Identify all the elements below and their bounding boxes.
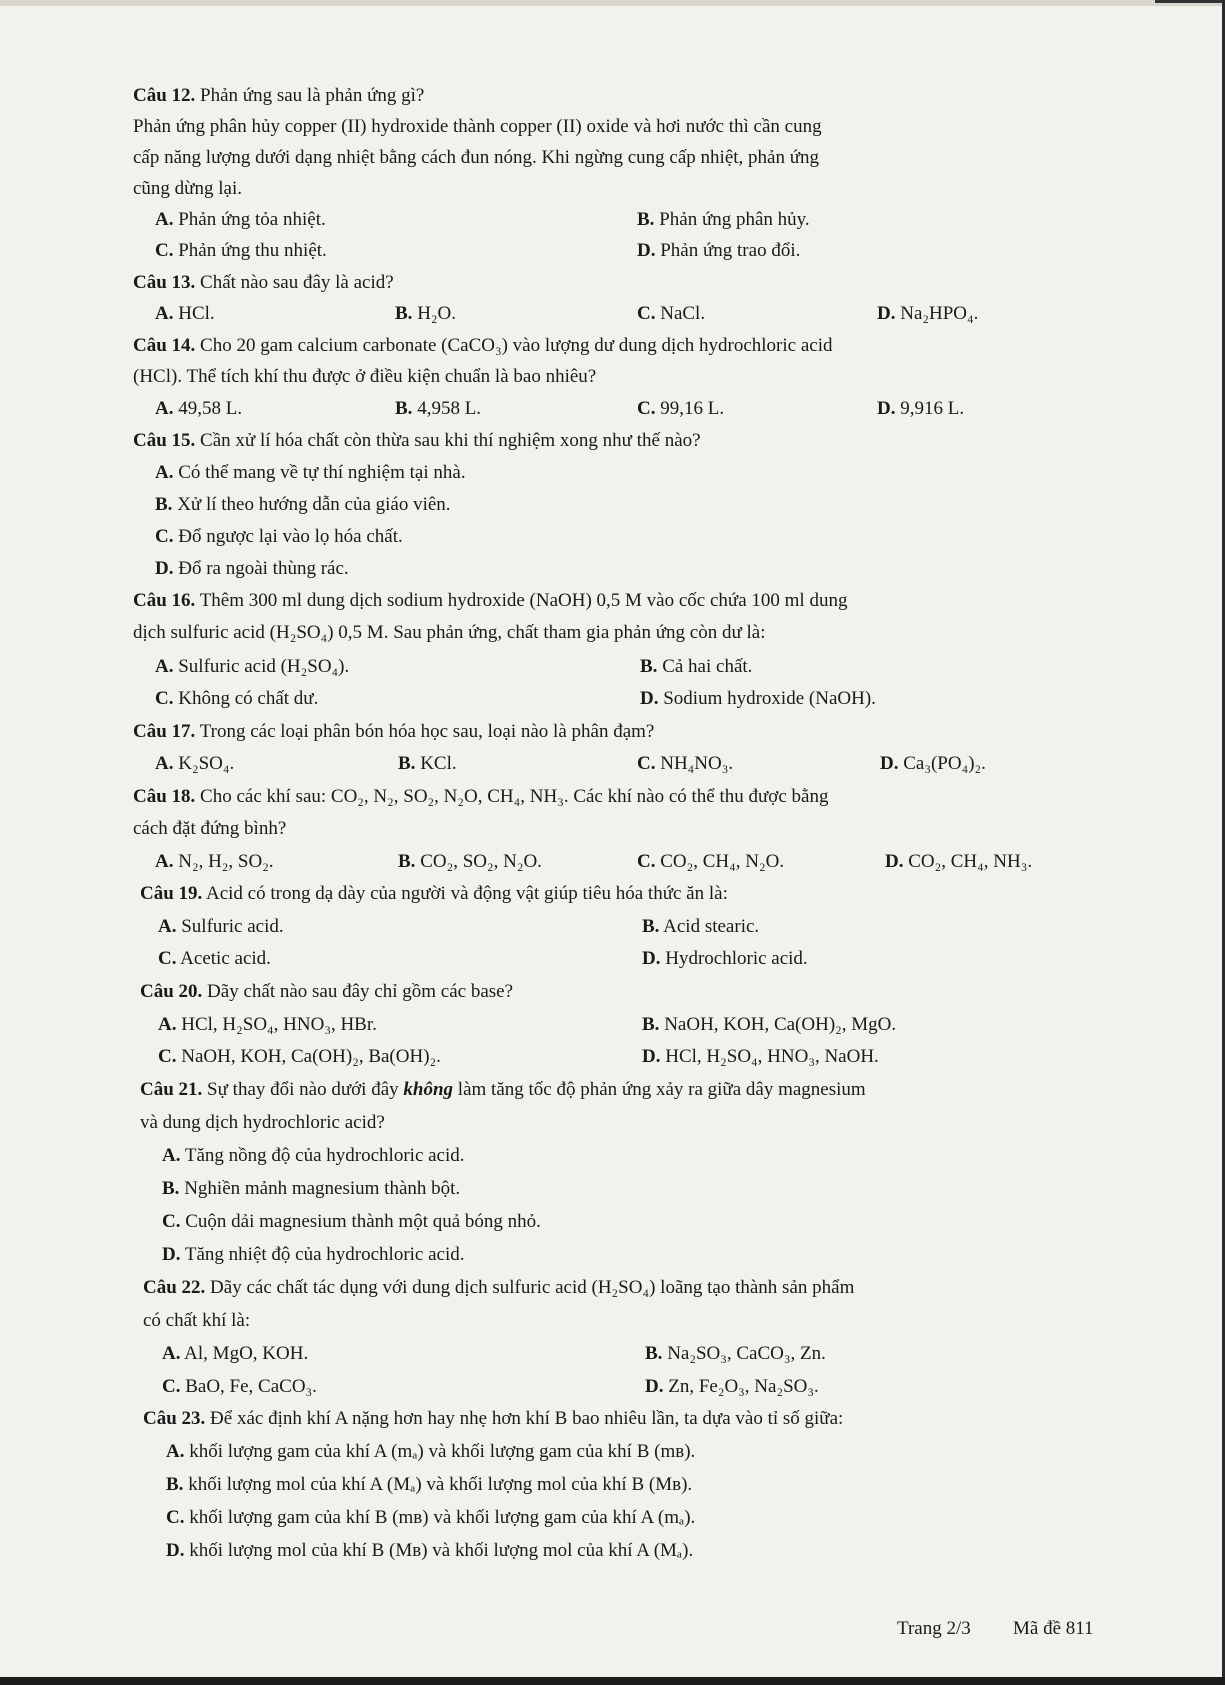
option-label: C. <box>166 1507 185 1528</box>
option-label: A. <box>166 1441 185 1462</box>
question-16-number: Câu 16. <box>133 590 196 611</box>
question-13-option-d <box>877 303 978 325</box>
option-label: C. <box>637 398 656 419</box>
option-text: CO₂, CH₄, NH₃. <box>903 851 1033 872</box>
question-15-option-c <box>155 526 403 548</box>
question-12-line-1 <box>133 85 424 107</box>
option-label: C. <box>158 1046 177 1067</box>
question-12-option-d <box>637 240 800 262</box>
question-13-option-b <box>395 303 456 325</box>
question-18-line-2: cách đặt đứng bình? <box>133 818 287 839</box>
question-21-option-d <box>162 1244 465 1266</box>
question-22-option-b <box>645 1343 826 1365</box>
option-label: B. <box>398 851 416 872</box>
option-text: 99,16 L. <box>655 398 725 419</box>
option-text: Na₂SO₃, CaCO₃, Zn. <box>662 1343 826 1364</box>
option-label: B. <box>642 1014 660 1035</box>
question-19-option-a <box>158 916 284 938</box>
option-label: A. <box>158 916 177 937</box>
option-label: C. <box>162 1211 181 1232</box>
question-23-option-b <box>166 1474 692 1496</box>
question-16-option-d <box>640 688 876 710</box>
option-text: 49,58 L. <box>173 398 243 419</box>
option-text: Acetic acid. <box>176 948 271 969</box>
option-label: D. <box>162 1244 181 1265</box>
option-label: A. <box>162 1343 181 1364</box>
question-20-line-1 <box>140 981 513 1003</box>
question-23-option-a <box>166 1441 695 1463</box>
question-18-option-c <box>637 851 784 873</box>
question-19-stem: Acid có trong dạ dày của người và động vật giúp tiêu hóa thức ăn là: <box>202 883 728 904</box>
exam-code: Mã đề 811 <box>1013 1618 1094 1639</box>
question-23-stem: Để xác định khí A nặng hơn hay nhẹ hơn khí B bao nhiêu lần, ta dựa vào tỉ số giữa: <box>205 1408 844 1429</box>
question-18-line-1 <box>133 786 828 808</box>
question-12-number: Câu 12. <box>133 85 196 106</box>
question-14-option-d <box>877 398 964 420</box>
option-text: Zn, Fe₂O₃, Na₂SO₃. <box>663 1376 819 1397</box>
question-21-line-2: và dung dịch hydrochloric acid? <box>140 1112 385 1133</box>
option-text: NaOH, KOH, Ca(OH)₂, Ba(OH)₂. <box>176 1046 441 1067</box>
question-20-option-d <box>642 1046 879 1068</box>
question-16-stem: Thêm 300 ml dung dịch sodium hydroxide (NaOH) 0,5 M vào cốc chứa 100 ml dung <box>195 590 848 611</box>
option-label: D. <box>877 303 896 324</box>
question-23-line-1 <box>143 1408 843 1430</box>
question-12-line-2: Phản ứng phân hủy copper (II) hydroxide thành copper (II) oxide và hơi nước thì cần cung <box>133 116 822 137</box>
option-label: C. <box>637 303 656 324</box>
question-18-option-a <box>155 851 274 873</box>
option-text: HCl. <box>173 303 215 324</box>
option-text: Cả hai chất. <box>657 656 753 677</box>
question-12-option-b <box>637 209 810 231</box>
question-14-option-a <box>155 398 242 420</box>
question-20-number: Câu 20. <box>140 981 203 1002</box>
question-15-line-1 <box>133 430 701 452</box>
option-text: Phản ứng trao đổi. <box>655 240 801 261</box>
option-label: D. <box>155 558 174 579</box>
question-16-option-a <box>155 656 349 678</box>
option-label: C. <box>637 753 656 774</box>
question-14-line-1 <box>133 335 832 357</box>
option-text: Đổ ngược lại vào lọ hóa chất. <box>173 526 403 547</box>
question-12-option-a <box>155 209 326 231</box>
option-label: B. <box>640 656 658 677</box>
option-text: K₂SO₄. <box>173 753 235 774</box>
question-14-line-2: (HCl). Thể tích khí thu được ở điều kiện chuẩn là bao nhiêu? <box>133 366 597 387</box>
option-label: B. <box>166 1474 184 1495</box>
question-16-line-1 <box>133 590 847 612</box>
question-17-option-c <box>637 753 733 775</box>
question-15-option-d <box>155 558 349 580</box>
option-text: CO₂, CH₄, N₂O. <box>655 851 785 872</box>
option-label: A. <box>155 303 174 324</box>
question-17-option-b <box>398 753 457 775</box>
option-text: khối lượng mol của khí A (Mₐ) và khối lượng mol của khí B (Mʙ). <box>183 1474 693 1495</box>
option-text: HCl, H₂SO₄, HNO₃, NaOH. <box>660 1046 879 1067</box>
question-19-option-b <box>642 916 759 938</box>
question-19-number: Câu 19. <box>140 883 203 904</box>
question-14-option-c <box>637 398 724 420</box>
option-text: NaOH, KOH, Ca(OH)₂, MgO. <box>659 1014 897 1035</box>
option-text: BaO, Fe, CaCO₃. <box>180 1376 317 1397</box>
question-13-stem: Chất nào sau đây là acid? <box>195 272 394 293</box>
question-14-number: Câu 14. <box>133 335 196 356</box>
option-label: B. <box>155 494 173 515</box>
option-label: A. <box>155 462 174 483</box>
option-text: KCl. <box>415 753 457 774</box>
option-label: B. <box>395 398 413 419</box>
question-21-line-1 <box>140 1079 866 1101</box>
option-label: A. <box>155 753 174 774</box>
question-21-number: Câu 21. <box>140 1079 203 1100</box>
option-text: Ca₃(PO₄)₂. <box>898 753 986 774</box>
question-22-stem: Dãy các chất tác dụng với dung dịch sulfuric acid (H₂SO₄) loãng tạo thành sản phẩm <box>205 1277 855 1298</box>
option-label: B. <box>395 303 413 324</box>
question-19-option-d <box>642 948 808 970</box>
option-label: B. <box>645 1343 663 1364</box>
question-17-number: Câu 17. <box>133 721 196 742</box>
option-label: D. <box>885 851 904 872</box>
option-text: H₂O. <box>412 303 457 324</box>
question-21-option-a <box>162 1145 465 1167</box>
question-19-line-1 <box>140 883 728 905</box>
question-18-option-b <box>398 851 542 873</box>
option-text: Không có chất dư. <box>173 688 319 709</box>
question-16-option-b <box>640 656 752 678</box>
question-21-option-c <box>162 1211 541 1233</box>
question-19-option-c <box>158 948 271 970</box>
question-12-stem: Phản ứng sau là phản ứng gì? <box>195 85 425 106</box>
question-21-stem-post: làm tăng tốc độ phản ứng xảy ra giữa dây magnesium <box>453 1079 866 1100</box>
question-13-number: Câu 13. <box>133 272 196 293</box>
option-text: khối lượng mol của khí B (Mʙ) và khối lượng mol của khí A (Mₐ). <box>184 1540 694 1561</box>
question-16-option-c <box>155 688 318 710</box>
option-text: N₂, H₂, SO₂. <box>173 851 274 872</box>
question-21-emphasis: không <box>403 1079 454 1100</box>
option-text: CO₂, SO₂, N₂O. <box>415 851 542 872</box>
question-15-option-a <box>155 462 466 484</box>
question-20-stem: Dãy chất nào sau đây chỉ gồm các base? <box>202 981 514 1002</box>
option-text: Na₂HPO₄. <box>895 303 979 324</box>
option-label: C. <box>155 688 174 709</box>
option-label: B. <box>162 1178 180 1199</box>
question-13-option-c <box>637 303 705 325</box>
option-label: D. <box>637 240 656 261</box>
option-label: D. <box>642 948 661 969</box>
option-text: Sulfuric acid. <box>176 916 284 937</box>
option-text: khối lượng gam của khí A (mₐ) và khối lượng gam của khí B (mʙ). <box>184 1441 696 1462</box>
question-22-line-1 <box>143 1277 854 1299</box>
question-17-option-d <box>880 753 986 775</box>
question-18-option-d <box>885 851 1032 873</box>
option-label: C. <box>155 240 174 261</box>
question-22-number: Câu 22. <box>143 1277 206 1298</box>
question-22-option-c <box>162 1376 317 1398</box>
option-label: A. <box>155 209 174 230</box>
question-15-option-b <box>155 494 451 516</box>
question-20-option-a <box>158 1014 377 1036</box>
option-label: D. <box>642 1046 661 1067</box>
question-22-option-a <box>162 1343 308 1365</box>
question-14-option-b <box>395 398 481 420</box>
question-15-stem: Cần xử lí hóa chất còn thừa sau khi thí nghiệm xong như thế nào? <box>195 430 701 451</box>
question-12-option-c <box>155 240 327 262</box>
option-label: D. <box>645 1376 664 1397</box>
option-text: Phản ứng tỏa nhiệt. <box>173 209 326 230</box>
question-17-option-a <box>155 753 234 775</box>
question-22-line-2: có chất khí là: <box>143 1310 251 1331</box>
question-18-stem: Cho các khí sau: CO₂, N₂, SO₂, N₂O, CH₄, NH₃. Các khí nào có thể thu được bằng <box>195 786 829 807</box>
question-16-line-2: dịch sulfuric acid (H₂SO₄) 0,5 M. Sau phản ứng, chất tham gia phản ứng còn dư là: <box>133 622 766 643</box>
option-label: B. <box>642 916 660 937</box>
option-text: Cuộn dải magnesium thành một quả bóng nhỏ. <box>180 1211 541 1232</box>
option-label: B. <box>637 209 655 230</box>
question-13-option-a <box>155 303 215 325</box>
question-20-option-b <box>642 1014 896 1036</box>
option-label: D. <box>166 1540 185 1561</box>
question-23-number: Câu 23. <box>143 1408 206 1429</box>
option-label: D. <box>880 753 899 774</box>
question-18-number: Câu 18. <box>133 786 196 807</box>
option-text: Tăng nhiệt độ của hydrochloric acid. <box>180 1244 465 1265</box>
option-text: 9,916 L. <box>895 398 965 419</box>
question-20-option-c <box>158 1046 441 1068</box>
option-label: A. <box>155 398 174 419</box>
option-text: Al, MgO, KOH. <box>180 1343 309 1364</box>
question-23-option-d <box>166 1540 693 1562</box>
option-label: C. <box>158 948 177 969</box>
question-17-stem: Trong các loại phân bón hóa học sau, loại nào là phân đạm? <box>195 721 655 742</box>
option-text: Nghiền mảnh magnesium thành bột. <box>179 1178 461 1199</box>
option-label: A. <box>158 1014 177 1035</box>
option-label: A. <box>162 1145 181 1166</box>
option-text: NH₄NO₃. <box>655 753 734 774</box>
option-text: Có thể mang về tự thí nghiệm tại nhà. <box>173 462 466 483</box>
option-text: Hydrochloric acid. <box>660 948 808 969</box>
question-17-line-1 <box>133 721 654 743</box>
option-text: Đổ ra ngoài thùng rác. <box>173 558 349 579</box>
question-21-stem-pre: Sự thay đổi nào dưới đây <box>202 1079 404 1100</box>
option-text: Xử lí theo hướng dẫn của giáo viên. <box>172 494 451 515</box>
option-text: NaCl. <box>655 303 706 324</box>
option-text: Phản ứng phân hủy. <box>654 209 810 230</box>
option-text: Tăng nồng độ của hydrochloric acid. <box>180 1145 465 1166</box>
option-text: Sodium hydroxide (NaOH). <box>658 688 876 709</box>
scan-bottom-edge <box>0 1677 1225 1685</box>
question-21-option-b <box>162 1178 460 1200</box>
question-15-number: Câu 15. <box>133 430 196 451</box>
option-text: Sulfuric acid (H₂SO₄). <box>173 656 350 677</box>
option-label: D. <box>877 398 896 419</box>
option-label: A. <box>155 851 174 872</box>
option-label: C. <box>162 1376 181 1397</box>
question-13-line-1 <box>133 272 394 294</box>
option-label: C. <box>155 526 174 547</box>
question-22-option-d <box>645 1376 819 1398</box>
option-text: Phản ứng thu nhiệt. <box>173 240 327 261</box>
option-text: Acid stearic. <box>659 916 760 937</box>
page-footer <box>0 1618 1225 1646</box>
page-number: Trang 2/3 <box>897 1618 971 1639</box>
option-label: D. <box>640 688 659 709</box>
option-text: 4,958 L. <box>412 398 482 419</box>
question-14-stem: Cho 20 gam calcium carbonate (CaCO₃) vào lượng dư dung dịch hydrochloric acid <box>195 335 833 356</box>
question-23-option-c <box>166 1507 695 1529</box>
option-label: B. <box>398 753 416 774</box>
option-label: C. <box>637 851 656 872</box>
option-text: khối lượng gam của khí B (mʙ) và khối lượng gam của khí A (mₐ). <box>184 1507 696 1528</box>
option-text: HCl, H₂SO₄, HNO₃, HBr. <box>176 1014 377 1035</box>
question-12-line-4: cũng dừng lại. <box>133 178 242 199</box>
option-label: A. <box>155 656 174 677</box>
question-12-line-3: cấp năng lượng dưới dạng nhiệt bằng cách đun nóng. Khi ngừng cung cấp nhiệt, phản ứng <box>133 147 820 168</box>
